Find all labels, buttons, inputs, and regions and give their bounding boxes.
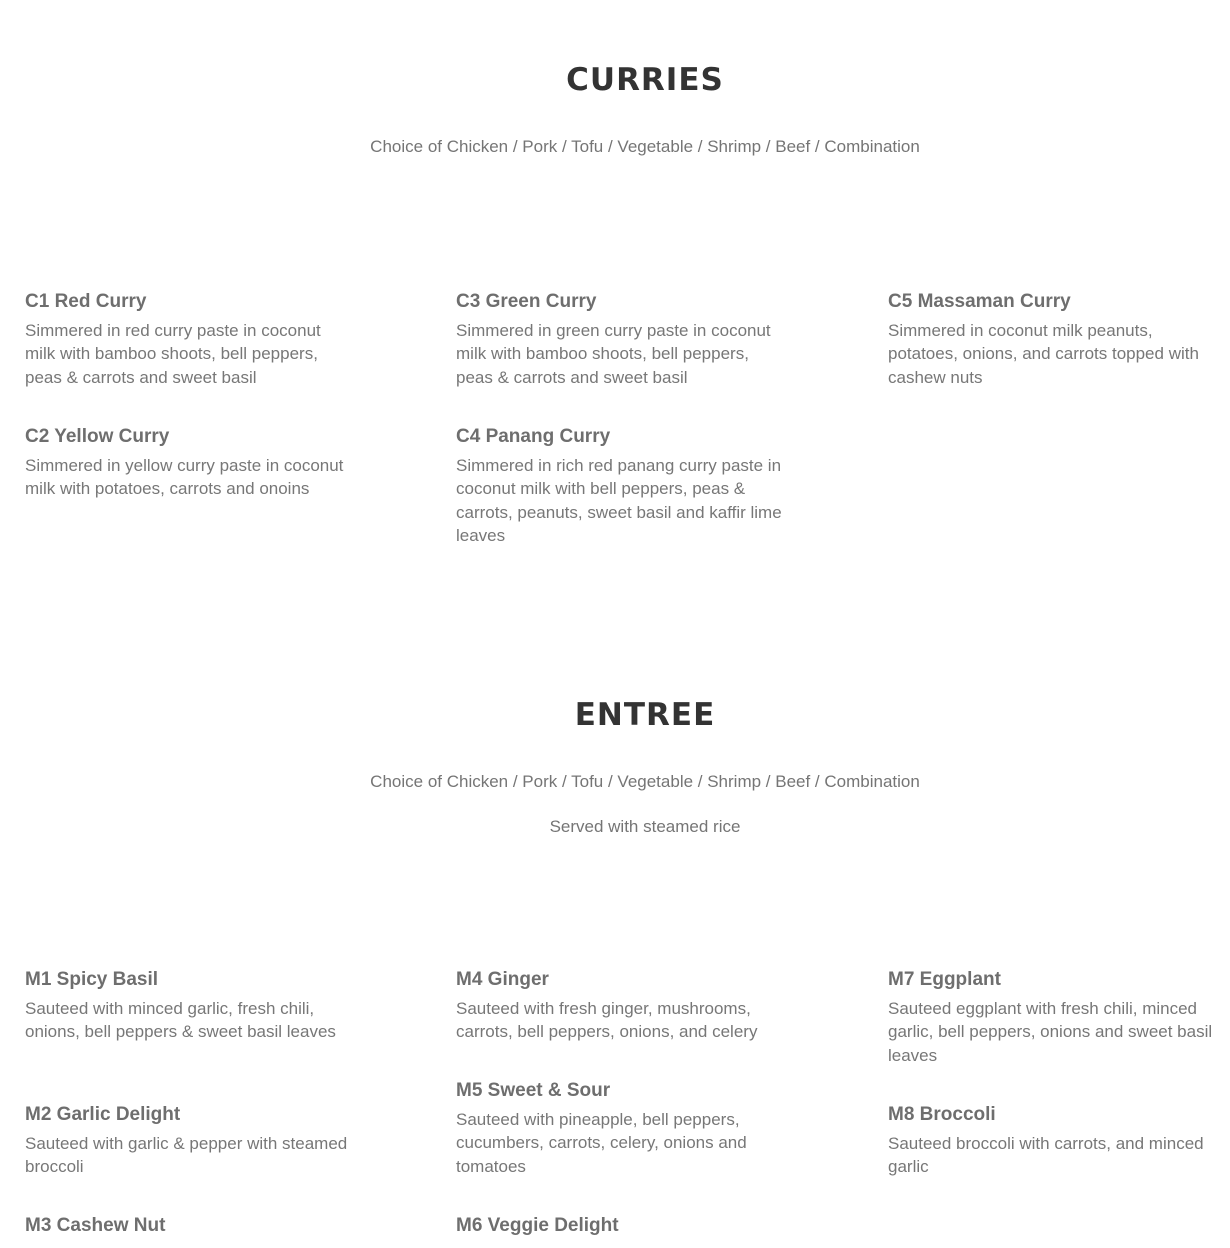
curries-protein-choice: Choice of Chicken / Pork / Tofu / Vegetable / Shrimp / Beef / Combination [370,137,920,156]
menu-item-c5 [888,290,1218,389]
menu-item-description: Simmered in rich red panang curry paste in coconut milk with bell peppers, peas & carrots, peanuts, sweet basil and kaffir lime leaves [456,456,782,545]
menu-item-description: Sauteed broccoli with carrots, and minced garlic [888,1134,1204,1177]
menu-item-description: Sauteed with garlic & pepper with steamed broccoli [25,1134,348,1177]
menu-item-c2 [25,425,355,501]
menu-item-description: Simmered in red curry paste in coconut milk with bamboo shoots, bell peppers, peas & carrots and sweet basil [25,321,321,387]
menu-item-m4 [456,968,786,1044]
menu-item-name: C1 Red Curry [25,291,147,312]
menu-item-m6 [456,1214,786,1243]
menu-item-c4 [456,425,786,547]
menu-item-c1 [25,290,355,389]
menu-item-description: Sauteed with pineapple, bell peppers, cucumbers, carrots, celery, onions and tomatoes [456,1110,747,1176]
menu-item-description: Sauteed with minced garlic, fresh chili, onions, bell peppers & sweet basil leaves [25,999,336,1042]
curries-heading: CURRIES [566,62,724,98]
entree-protein-choice: Choice of Chicken / Pork / Tofu / Vegetable / Shrimp / Beef / Combination [370,772,920,791]
menu-item-name: C3 Green Curry [456,291,597,312]
menu-item-description: Simmered in green curry paste in coconut milk with bamboo shoots, bell peppers, peas & carrots and sweet basil [456,321,771,387]
menu-item-name: M6 Veggie Delight [456,1215,619,1236]
menu-item-name: M8 Broccoli [888,1104,996,1125]
menu-item-m5 [456,1079,786,1178]
menu-item-m7 [888,968,1218,1067]
menu-item-name: M1 Spicy Basil [25,969,159,990]
menu-item-description: Simmered in coconut milk peanuts, potatoes, onions, and carrots topped with cashew nuts [888,321,1199,387]
menu-item-name: C5 Massaman Curry [888,291,1071,312]
entree-heading: ENTREE [574,697,716,733]
menu-item-name: M5 Sweet & Sour [456,1080,611,1101]
menu-item-name: C4 Panang Curry [456,426,611,447]
menu-item-m2 [25,1103,355,1179]
menu-item-m1 [25,968,355,1044]
menu-item-m3 [25,1214,355,1243]
menu-item-description: Simmered in yellow curry paste in coconut milk with potatoes, carrots and onoins [25,456,344,499]
menu-item-c3 [456,290,786,389]
menu-item-name: M2 Garlic Delight [25,1104,181,1125]
menu-item-m8 [888,1103,1218,1179]
menu-item-description: Sauteed eggplant with fresh chili, minced garlic, bell peppers, onions and sweet basil leaves [888,999,1213,1065]
menu-item-name: C2 Yellow Curry [25,426,170,447]
entree-served-note: Served with steamed rice [549,817,741,836]
menu-item-name: M7 Eggplant [888,969,1001,990]
menu-item-name: M4 Ginger [456,969,549,990]
menu-item-description: Sauteed with fresh ginger, mushrooms, carrots, bell peppers, onions, and celery [456,999,758,1042]
menu-item-name: M3 Cashew Nut [25,1215,166,1236]
